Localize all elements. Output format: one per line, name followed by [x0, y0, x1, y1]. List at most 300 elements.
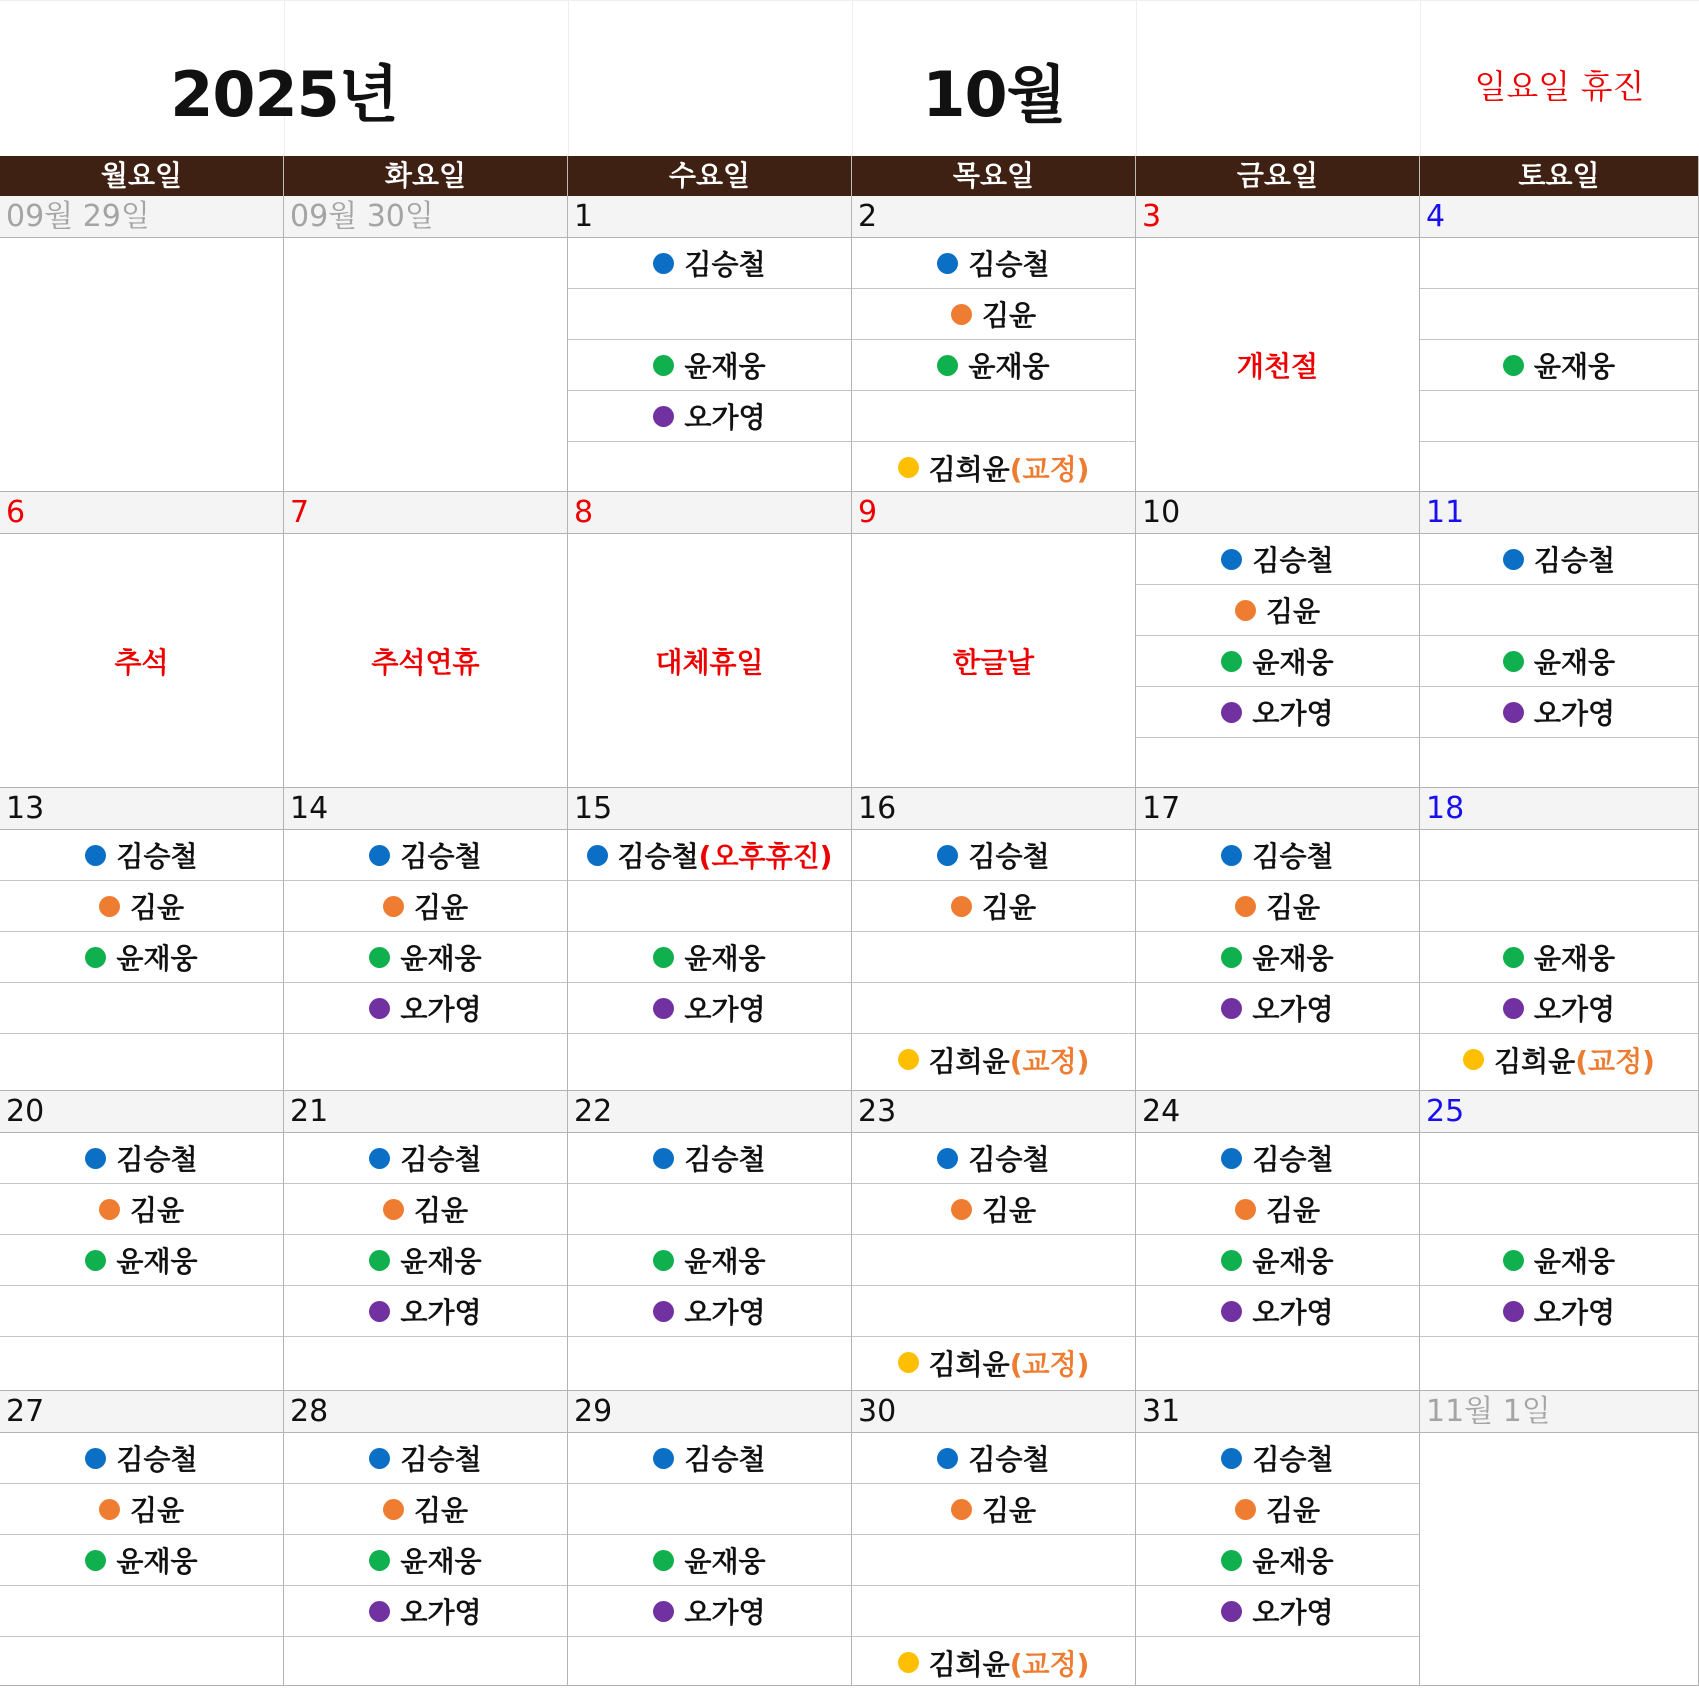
staff-color-dot — [1503, 947, 1524, 968]
staff-name: 김윤 — [981, 891, 1037, 924]
day-number: 25 — [1420, 1091, 1698, 1133]
staff-color-dot — [383, 1499, 404, 1520]
weekday-header-cell: 목요일 — [852, 156, 1136, 196]
schedule-slot — [0, 1133, 283, 1184]
schedule-slot — [568, 238, 851, 289]
staff-color-dot — [383, 896, 404, 917]
schedule-slot — [1420, 1337, 1698, 1388]
staff-name: 윤재웅 — [116, 942, 198, 975]
day-number: 14 — [284, 788, 567, 830]
day-cell — [1136, 1091, 1420, 1391]
staff-name: 오가영 — [684, 1596, 766, 1629]
staff-color-dot — [1235, 1499, 1256, 1520]
staff-name: 오가영 — [400, 993, 482, 1026]
staff-name: 윤재웅 — [684, 1245, 766, 1278]
staff-name: 윤재웅 — [400, 1545, 482, 1578]
schedule-slot — [0, 881, 283, 932]
staff-name: 김승철 — [968, 1443, 1050, 1476]
schedule-slot — [568, 1586, 851, 1637]
staff-color-dot — [653, 1301, 674, 1322]
day-number: 11월 1일 — [1420, 1391, 1698, 1433]
day-cell — [568, 492, 852, 788]
schedule-note: (교정) — [1009, 1647, 1090, 1681]
staff-name: 김승철 — [968, 248, 1050, 281]
staff-color-dot — [99, 1199, 120, 1220]
staff-color-dot — [1503, 651, 1524, 672]
staff-name: 김희윤 — [1494, 1044, 1576, 1078]
day-number: 3 — [1136, 196, 1419, 238]
day-number: 30 — [852, 1391, 1135, 1433]
staff-name: 김승철 — [1252, 544, 1334, 577]
day-cell — [568, 1091, 852, 1391]
schedule-slot — [1136, 1637, 1419, 1688]
staff-color-dot — [1221, 1250, 1242, 1271]
day-cell — [852, 788, 1136, 1091]
staff-color-dot — [653, 406, 674, 427]
staff-color-dot — [1503, 1250, 1524, 1271]
day-cell — [284, 788, 568, 1091]
day-cell — [284, 1091, 568, 1391]
schedule-slot — [852, 391, 1135, 442]
schedule-slot — [568, 1184, 851, 1235]
schedule-slot — [284, 881, 567, 932]
staff-name: 김승철 — [617, 840, 699, 873]
day-cell — [568, 196, 852, 492]
schedule-slot — [0, 932, 283, 983]
schedule-slot — [852, 1586, 1135, 1637]
day-cell — [284, 492, 568, 788]
staff-name: 윤재웅 — [684, 942, 766, 975]
schedule-slot — [852, 881, 1135, 932]
day-number: 11 — [1420, 492, 1698, 534]
schedule-slot — [0, 1586, 283, 1637]
staff-name: 윤재웅 — [116, 1245, 198, 1278]
schedule-slot — [1420, 932, 1698, 983]
staff-name: 김희윤 — [928, 1647, 1010, 1681]
day-number: 1 — [568, 196, 851, 238]
staff-color-dot — [369, 1448, 390, 1469]
schedule-slot — [1136, 1034, 1419, 1085]
staff-color-dot — [1463, 1049, 1484, 1070]
staff-name: 윤재웅 — [1533, 350, 1616, 383]
schedule-slot — [1420, 1286, 1698, 1337]
schedule-slot — [1420, 983, 1698, 1034]
schedule-slot — [852, 1535, 1135, 1586]
schedule-slot — [284, 1034, 567, 1085]
staff-name: 김승철 — [400, 1143, 482, 1176]
schedule-slot — [568, 340, 851, 391]
staff-color-dot — [898, 1049, 919, 1070]
schedule-note: (교정) — [1009, 452, 1090, 486]
schedule-slot — [1136, 932, 1419, 983]
staff-name: 김윤 — [981, 1494, 1037, 1527]
staff-color-dot — [898, 457, 919, 478]
schedule-slot — [852, 1433, 1135, 1484]
staff-name: 오가영 — [1252, 1296, 1334, 1329]
schedule-slot — [568, 932, 851, 983]
day-number: 9 — [852, 492, 1135, 534]
day-number: 31 — [1136, 1391, 1419, 1433]
staff-name: 오가영 — [1533, 993, 1616, 1026]
day-number: 23 — [852, 1091, 1135, 1133]
day-cell — [284, 1391, 568, 1686]
staff-color-dot — [937, 1148, 958, 1169]
schedule-slot — [852, 1184, 1135, 1235]
day-number: 28 — [284, 1391, 567, 1433]
day-cell — [852, 492, 1136, 788]
month-title: 10월 — [922, 58, 1066, 131]
holiday-label: 대체휴일 — [655, 646, 764, 679]
schedule-slot — [284, 1433, 567, 1484]
day-number: 24 — [1136, 1091, 1419, 1133]
schedule-slot — [1136, 534, 1419, 585]
staff-name: 오가영 — [400, 1596, 482, 1629]
staff-name: 김희윤 — [928, 1044, 1010, 1078]
schedule-slot — [852, 1286, 1135, 1337]
staff-color-dot — [653, 1550, 674, 1571]
day-cell — [568, 1391, 852, 1686]
staff-name: 김윤 — [981, 1194, 1037, 1227]
day-number: 8 — [568, 492, 851, 534]
schedule-slot — [1136, 1484, 1419, 1535]
holiday-label: 개천절 — [1236, 350, 1319, 383]
staff-color-dot — [1235, 1199, 1256, 1220]
schedule-slot — [284, 1337, 567, 1388]
day-cell — [852, 1391, 1136, 1686]
schedule-slot — [284, 1184, 567, 1235]
staff-name: 김윤 — [1265, 891, 1321, 924]
schedule-slot — [284, 830, 567, 881]
staff-color-dot — [1235, 600, 1256, 621]
schedule-slot — [1136, 1433, 1419, 1484]
staff-color-dot — [1221, 651, 1242, 672]
staff-color-dot — [85, 1148, 106, 1169]
staff-color-dot — [369, 998, 390, 1019]
schedule-slot — [852, 1637, 1135, 1688]
schedule-slot — [1136, 1235, 1419, 1286]
schedule-slot — [1136, 636, 1419, 687]
day-cell — [0, 788, 284, 1091]
schedule-slot — [1136, 881, 1419, 932]
schedule-slot — [1420, 830, 1698, 881]
schedule-slot — [0, 830, 283, 881]
schedule-slot — [284, 1133, 567, 1184]
schedule-slot — [852, 1337, 1135, 1388]
staff-color-dot — [653, 1448, 674, 1469]
day-number: 6 — [0, 492, 283, 534]
staff-name: 오가영 — [684, 993, 766, 1026]
calendar-title-bar — [0, 0, 1699, 156]
schedule-slot — [284, 1535, 567, 1586]
schedule-slot — [1136, 1286, 1419, 1337]
schedule-slot — [1136, 585, 1419, 636]
schedule-slot — [568, 1286, 851, 1337]
year-title: 2025년 — [170, 58, 398, 131]
staff-name: 김승철 — [968, 840, 1050, 873]
schedule-slot — [852, 830, 1135, 881]
staff-color-dot — [653, 947, 674, 968]
schedule-slot — [568, 442, 851, 493]
day-cell — [0, 492, 284, 788]
staff-name: 김윤 — [129, 1194, 185, 1227]
schedule-slot — [0, 1184, 283, 1235]
staff-name: 윤재웅 — [1252, 1545, 1334, 1578]
staff-color-dot — [1221, 1148, 1242, 1169]
day-number: 22 — [568, 1091, 851, 1133]
schedule-slot — [0, 1484, 283, 1535]
schedule-slot — [1420, 585, 1698, 636]
day-cell — [1420, 1391, 1699, 1686]
day-number: 2 — [852, 196, 1135, 238]
staff-name: 김윤 — [981, 299, 1037, 332]
staff-name: 윤재웅 — [1252, 942, 1334, 975]
staff-color-dot — [937, 1448, 958, 1469]
staff-color-dot — [369, 1301, 390, 1322]
staff-color-dot — [369, 845, 390, 866]
schedule-slot — [852, 238, 1135, 289]
day-number: 09월 29일 — [0, 196, 283, 238]
schedule-slot — [1420, 1184, 1698, 1235]
schedule-slot — [1136, 983, 1419, 1034]
staff-name: 김승철 — [400, 840, 482, 873]
day-cell — [0, 1091, 284, 1391]
day-cell — [1136, 492, 1420, 788]
day-cell — [0, 1391, 284, 1686]
staff-color-dot — [85, 1448, 106, 1469]
staff-name: 김윤 — [1265, 595, 1321, 628]
schedule-slot — [0, 1433, 283, 1484]
staff-color-dot — [951, 1199, 972, 1220]
day-cell — [1136, 788, 1420, 1091]
schedule-slot — [568, 830, 851, 881]
staff-name: 김승철 — [684, 248, 766, 281]
staff-name: 김승철 — [1252, 1143, 1334, 1176]
staff-name: 윤재웅 — [968, 350, 1050, 383]
schedule-slot — [568, 1433, 851, 1484]
staff-name: 오가영 — [1533, 1296, 1616, 1329]
schedule-slot — [852, 442, 1135, 493]
staff-color-dot — [1235, 896, 1256, 917]
staff-color-dot — [898, 1352, 919, 1373]
staff-color-dot — [1221, 1601, 1242, 1622]
staff-name: 윤재웅 — [684, 1545, 766, 1578]
weekday-header-cell: 월요일 — [0, 156, 284, 196]
staff-color-dot — [369, 1250, 390, 1271]
staff-color-dot — [951, 1499, 972, 1520]
staff-name: 김승철 — [684, 1143, 766, 1176]
day-number: 20 — [0, 1091, 283, 1133]
staff-color-dot — [85, 947, 106, 968]
schedule-note: (교정) — [1009, 1044, 1090, 1078]
staff-name: 김승철 — [116, 1443, 198, 1476]
staff-name: 김윤 — [413, 1194, 469, 1227]
staff-name: 김승철 — [684, 1443, 766, 1476]
staff-color-dot — [85, 1550, 106, 1571]
holiday-label: 한글날 — [952, 646, 1035, 679]
staff-color-dot — [1503, 1301, 1524, 1322]
schedule-slot — [1136, 1535, 1419, 1586]
schedule-slot — [852, 340, 1135, 391]
staff-name: 김희윤 — [928, 452, 1010, 486]
schedule-slot — [0, 1235, 283, 1286]
day-number: 15 — [568, 788, 851, 830]
schedule-slot — [852, 932, 1135, 983]
schedule-slot — [1420, 442, 1698, 493]
holiday-label: 추석연휴 — [371, 646, 480, 679]
day-cell — [852, 196, 1136, 492]
staff-name: 김승철 — [116, 840, 198, 873]
schedule-slot — [1420, 340, 1698, 391]
staff-color-dot — [369, 1601, 390, 1622]
schedule-slot — [1136, 738, 1419, 789]
schedule-slot — [568, 391, 851, 442]
weekday-header-cell: 수요일 — [568, 156, 852, 196]
staff-name: 오가영 — [1252, 993, 1334, 1026]
day-cell — [852, 1091, 1136, 1391]
staff-name: 김승철 — [1252, 1443, 1334, 1476]
schedule-slot — [1136, 1337, 1419, 1388]
day-number: 7 — [284, 492, 567, 534]
day-number: 10 — [1136, 492, 1419, 534]
staff-name: 김윤 — [413, 891, 469, 924]
staff-name: 김희윤 — [928, 1347, 1010, 1381]
staff-name: 오가영 — [400, 1296, 482, 1329]
staff-color-dot — [1503, 549, 1524, 570]
schedule-slot — [1420, 636, 1698, 687]
staff-color-dot — [653, 998, 674, 1019]
schedule-slot — [1420, 687, 1698, 738]
schedule-slot — [1136, 687, 1419, 738]
staff-color-dot — [85, 845, 106, 866]
schedule-slot — [1420, 534, 1698, 585]
schedule-slot — [284, 932, 567, 983]
staff-name: 김승철 — [1533, 544, 1616, 577]
schedule-slot — [0, 1286, 283, 1337]
staff-color-dot — [951, 304, 972, 325]
schedule-slot — [852, 1235, 1135, 1286]
staff-name: 김승철 — [968, 1143, 1050, 1176]
staff-name: 윤재웅 — [1533, 646, 1616, 679]
staff-name: 윤재웅 — [1533, 1245, 1616, 1278]
staff-color-dot — [653, 355, 674, 376]
day-number: 18 — [1420, 788, 1698, 830]
schedule-slot — [1420, 289, 1698, 340]
schedule-slot — [568, 1337, 851, 1388]
staff-color-dot — [1503, 355, 1524, 376]
staff-name: 김승철 — [1252, 840, 1334, 873]
day-cell — [284, 196, 568, 492]
staff-color-dot — [1221, 549, 1242, 570]
schedule-slot — [568, 983, 851, 1034]
staff-color-dot — [653, 1148, 674, 1169]
schedule-slot — [284, 983, 567, 1034]
schedule-slot — [0, 1637, 283, 1688]
day-number: 09월 30일 — [284, 196, 567, 238]
staff-name: 오가영 — [1533, 697, 1616, 730]
day-cell — [1136, 196, 1420, 492]
schedule-slot — [852, 1133, 1135, 1184]
schedule-slot — [852, 289, 1135, 340]
staff-color-dot — [99, 896, 120, 917]
schedule-slot — [1420, 391, 1698, 442]
schedule-slot — [852, 1034, 1135, 1085]
staff-name: 김윤 — [129, 1494, 185, 1527]
schedule-slot — [1420, 1034, 1698, 1085]
staff-color-dot — [1221, 947, 1242, 968]
staff-color-dot — [369, 1550, 390, 1571]
closed-notice: 일요일 휴진 — [1474, 67, 1645, 106]
day-number: 29 — [568, 1391, 851, 1433]
staff-color-dot — [99, 1499, 120, 1520]
staff-name: 오가영 — [1252, 697, 1334, 730]
schedule-slot — [568, 1535, 851, 1586]
weekday-header-cell: 화요일 — [284, 156, 568, 196]
staff-color-dot — [937, 845, 958, 866]
day-number: 16 — [852, 788, 1135, 830]
schedule-slot — [568, 1484, 851, 1535]
day-number: 27 — [0, 1391, 283, 1433]
staff-color-dot — [951, 896, 972, 917]
schedule-note: (오후휴진) — [698, 840, 833, 873]
staff-name: 김승철 — [116, 1143, 198, 1176]
staff-color-dot — [1503, 702, 1524, 723]
day-cell — [1420, 1091, 1699, 1391]
schedule-slot — [284, 1586, 567, 1637]
staff-color-dot — [85, 1250, 106, 1271]
staff-color-dot — [653, 253, 674, 274]
schedule-note: (교정) — [1009, 1347, 1090, 1381]
day-cell — [568, 788, 852, 1091]
schedule-slot — [284, 1484, 567, 1535]
staff-name: 윤재웅 — [1252, 1245, 1334, 1278]
staff-color-dot — [369, 1148, 390, 1169]
staff-name: 김승철 — [400, 1443, 482, 1476]
staff-color-dot — [1221, 998, 1242, 1019]
staff-name: 김윤 — [1265, 1194, 1321, 1227]
staff-name: 윤재웅 — [1533, 942, 1616, 975]
schedule-slot — [1420, 881, 1698, 932]
schedule-slot — [568, 1637, 851, 1688]
staff-name: 윤재웅 — [400, 942, 482, 975]
day-cell — [1136, 1391, 1420, 1686]
staff-name: 오가영 — [684, 401, 766, 434]
schedule-slot — [1136, 1184, 1419, 1235]
staff-color-dot — [653, 1601, 674, 1622]
staff-color-dot — [383, 1199, 404, 1220]
day-number: 4 — [1420, 196, 1698, 238]
staff-color-dot — [937, 355, 958, 376]
day-cell — [0, 196, 284, 492]
schedule-slot — [1420, 238, 1698, 289]
staff-color-dot — [898, 1652, 919, 1673]
day-number: 21 — [284, 1091, 567, 1133]
schedule-slot — [1136, 1133, 1419, 1184]
schedule-note: (교정) — [1575, 1044, 1655, 1078]
schedule-slot — [568, 1235, 851, 1286]
day-cell — [1420, 788, 1699, 1091]
staff-color-dot — [1221, 845, 1242, 866]
schedule-slot — [0, 1034, 283, 1085]
staff-name: 윤재웅 — [1252, 646, 1334, 679]
schedule-slot — [284, 1637, 567, 1688]
schedule-slot — [1136, 1586, 1419, 1637]
staff-name: 오가영 — [1252, 1596, 1334, 1629]
schedule-slot — [568, 1034, 851, 1085]
schedule-slot — [1420, 1133, 1698, 1184]
schedule-slot — [852, 983, 1135, 1034]
holiday-label: 추석 — [114, 646, 169, 679]
staff-name: 윤재웅 — [400, 1245, 482, 1278]
